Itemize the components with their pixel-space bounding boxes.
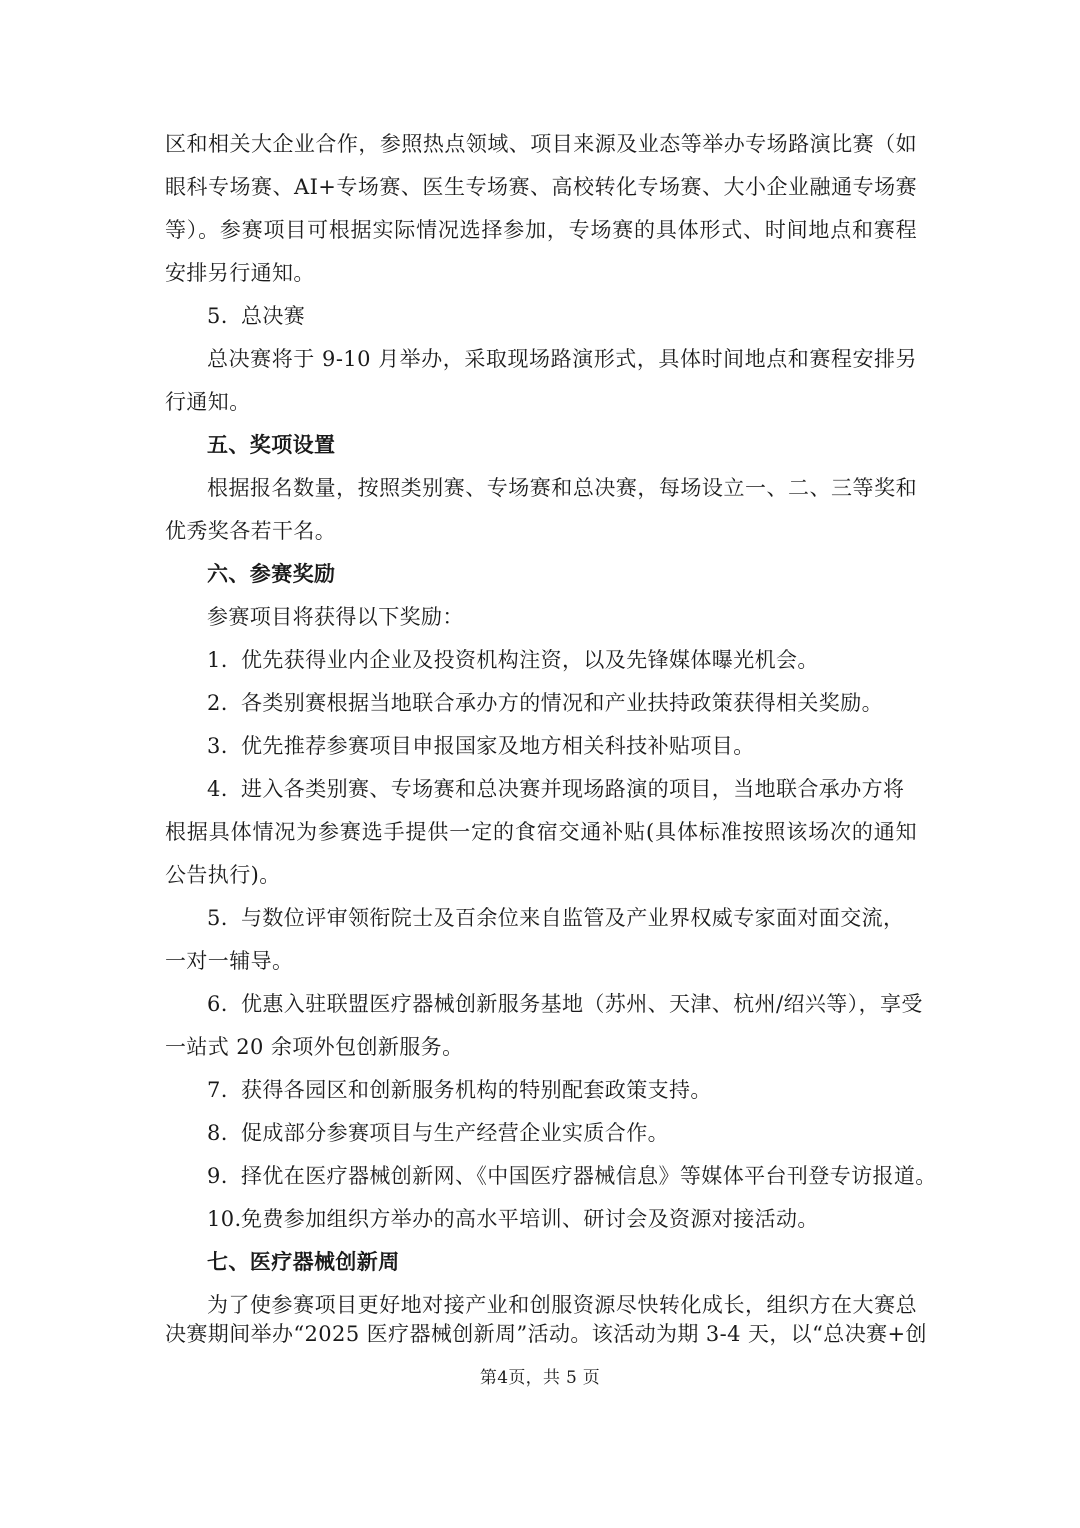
list-item-text: 优惠入驻联盟医疗器械创新服务基地（苏州、天津、杭州/绍兴等），享受: [241, 992, 923, 1016]
list-number: 5.: [207, 304, 228, 328]
list-item-text: 与数位评审领衔院士及百余位来自监管及产业界权威专家面对面交流，: [241, 906, 905, 930]
list-item-text: 总决赛: [241, 304, 306, 328]
list-item: [207, 904, 917, 932]
section-heading: 六、参赛奖励: [207, 562, 336, 586]
paragraph-line: 一对一辅导。: [165, 949, 294, 973]
paragraph-line: 决赛期间举办“2025 医疗器械创新周”活动。该活动为期 3-4 天，以“总决赛+创: [165, 1322, 927, 1346]
section-heading: 七、医疗器械创新周: [207, 1250, 400, 1274]
list-number: 7.: [207, 1078, 228, 1102]
list-item-text: 获得各园区和创新服务机构的特别配套政策支持。: [241, 1078, 712, 1102]
list-number: 4.: [207, 777, 228, 801]
list-item-text: 进入各类别赛、专场赛和总决赛并现场路演的项目，当地联合承办方将: [241, 777, 905, 801]
list-item: [207, 1162, 937, 1190]
list-item: [207, 1076, 917, 1104]
list-item: [207, 646, 917, 674]
paragraph-line: 行通知。: [165, 390, 251, 414]
paragraph-line: 眼科专场赛、AI+专场赛、医生专场赛、高校转化专场赛、大小企业融通专场赛: [165, 175, 917, 199]
paragraph-line: 参赛项目将获得以下奖励：: [207, 605, 464, 629]
paragraph-line: 一站式 20 余项外包创新服务。: [165, 1035, 464, 1059]
page-number-footer: 第4页，共 5 页: [479, 1368, 601, 1388]
list-item-text: 免费参加组织方举办的高水平培训、研讨会及资源对接活动。: [241, 1207, 819, 1231]
list-item: [207, 1205, 917, 1233]
list-number: 3.: [207, 734, 228, 758]
list-number: 2.: [207, 691, 228, 715]
paragraph-line: 公告执行)。: [165, 863, 281, 887]
list-number: 6.: [207, 992, 228, 1016]
list-number: 1.: [207, 648, 228, 672]
list-item-text: 择优在医疗器械创新网、《中国医疗器械信息》等媒体平台刊登专访报道。: [241, 1164, 937, 1188]
list-item: [207, 1119, 917, 1147]
paragraph-line: 优秀奖各若干名。: [165, 519, 337, 543]
list-number: 8.: [207, 1121, 228, 1145]
section-heading: 五、奖项设置: [207, 433, 336, 457]
list-item: [207, 689, 917, 717]
list-number: 10.: [207, 1207, 242, 1231]
paragraph-line: 等）。参赛项目可根据实际情况选择参加，专场赛的具体形式、时间地点和赛程: [165, 218, 917, 242]
paragraph-line: 总决赛将于 9-10 月举办，采取现场路演形式，具体时间地点和赛程安排另: [207, 347, 917, 371]
paragraph-line: 安排另行通知。: [165, 261, 315, 285]
paragraph-line: 根据报名数量，按照类别赛、专场赛和总决赛，每场设立一、二、三等奖和: [207, 476, 917, 500]
list-number: 9.: [207, 1164, 228, 1188]
list-item-text: 优先推荐参赛项目申报国家及地方相关科技补贴项目。: [241, 734, 755, 758]
list-item-text: 优先获得业内企业及投资机构注资，以及先锋媒体曝光机会。: [241, 648, 819, 672]
paragraph-line: 区和相关大企业合作，参照热点领域、项目来源及业态等举办专场路演比赛（如: [165, 132, 917, 156]
list-item: [207, 775, 917, 803]
list-item-text: 促成部分参赛项目与生产经营企业实质合作。: [241, 1121, 669, 1145]
paragraph-line: 为了使参赛项目更好地对接产业和创服资源尽快转化成长，组织方在大赛总: [207, 1293, 917, 1317]
paragraph-line: 根据具体情况为参赛选手提供一定的食宿交通补贴(具体标准按照该场次的通知: [165, 820, 917, 844]
list-item: [207, 732, 917, 760]
list-item-text: 各类别赛根据当地联合承办方的情况和产业扶持政策获得相关奖励。: [241, 691, 883, 715]
list-item: [207, 302, 917, 330]
list-item: [207, 990, 923, 1018]
list-number: 5.: [207, 906, 228, 930]
